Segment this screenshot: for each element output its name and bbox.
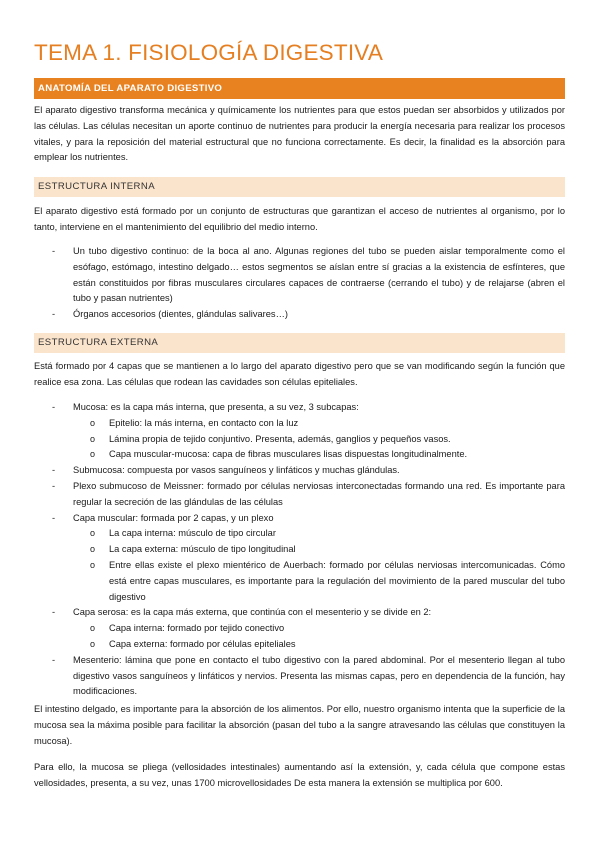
sub-item-text: La capa externa: músculo de tipo longitudinal bbox=[109, 544, 296, 555]
list-item bbox=[34, 653, 565, 700]
dash-bullet: - bbox=[52, 309, 56, 320]
sub-item-text: Epitelio: la más interna, en contacto con la luz bbox=[109, 417, 299, 428]
dash-bullet: - bbox=[52, 246, 56, 256]
list-item-text: Órganos accesorios (dientes, glándulas salivares…) bbox=[73, 309, 288, 320]
externa-paragraph: Está formado por 4 capas que se mantienen a lo largo del aparato digestivo pero que se van modificando según la función que realice esa zona. Las células que rodean las cavidades son células epiteliales. bbox=[34, 361, 565, 387]
sub-item-text: Capa interna: formado por tejido conectivo bbox=[109, 623, 285, 634]
interna-list bbox=[34, 244, 565, 323]
circle-bullet: o bbox=[90, 433, 96, 444]
sub-list-item bbox=[34, 526, 565, 542]
list-item-text: Capa muscular: formada por 2 capas, y un plexo bbox=[73, 512, 274, 523]
circle-bullet: o bbox=[90, 623, 96, 634]
list-item bbox=[34, 511, 565, 527]
dash-bullet: - bbox=[52, 512, 56, 523]
sub-item-text: Capa muscular-mucosa: capa de fibras musculares lisas dispuestas longitudinalmente. bbox=[109, 449, 468, 460]
dash-bullet: - bbox=[52, 607, 56, 618]
sub-item-text: Capa externa: formado por células epiteliales bbox=[109, 638, 296, 649]
document-title: TEMA 1. FISIOLOGÍA DIGESTIVA bbox=[34, 40, 384, 65]
circle-bullet: o bbox=[90, 449, 96, 460]
list-item-text: Submucosa: compuesta por vasos sanguíneos y linfáticos y muchas glándulas. bbox=[73, 465, 400, 476]
list-item-text: Un tubo digestivo continuo: de la boca al ano. Algunas regiones del tubo se pueden aislar temporalmente como el esófago, estómago, intestino delgado… estos segmentos se aíslan entre sí gracias a la existencia de esfínteres, que están constituidos por fibras musculares circulares capaces de contraerse (cerrando el tubo) y de relajarse (abren el tubo y pasan nutrientes) bbox=[73, 246, 565, 304]
dash-bullet: - bbox=[52, 465, 56, 476]
sub-list-item bbox=[34, 432, 565, 448]
intestino-paragraph: El intestino delgado, es importante para la absorción de los alimentos. Por ello, nuestro organismo intenta que la superficie de la mucosa sea la máxima posible para facilitar la absorción (pasan del tubo a la sangre atravesando las células que constituyen la mucosa). bbox=[34, 704, 565, 746]
externa-list bbox=[34, 400, 565, 700]
sub-item-text: Lámina propia de tejido conjuntivo. Presenta, además, ganglios y pequeños vasos. bbox=[109, 433, 451, 444]
list-item bbox=[34, 605, 565, 621]
dash-bullet: - bbox=[52, 480, 56, 491]
section-heading-interna: ESTRUCTURA INTERNA bbox=[34, 177, 565, 197]
circle-bullet: o bbox=[90, 417, 96, 428]
list-item-text: Mesenterio: lámina que pone en contacto el tubo digestivo con la pared abdominal. Por el mesenterio llegan al tubo digestivo vasos sanguíneos y linfáticos y nervios. Presenta las mismas capas, pero en dependencia de la función, hay modificaciones. bbox=[73, 654, 565, 697]
sub-list-item bbox=[34, 542, 565, 558]
sub-list-item bbox=[34, 558, 565, 605]
list-item-text: Plexo submucoso de Meissner: formado por células nerviosas interconectadas formando una red. Es importante para regular la secreción de las glándulas de las células bbox=[73, 480, 565, 507]
circle-bullet: o bbox=[90, 528, 96, 539]
mucosa-paragraph: Para ello, la mucosa se pliega (vellosidades intestinales) aumentando así la extensión, y, cada célula que compone estas vellosidades, presenta, a su vez, unas 1700 microvellosidades De esta manera la extensión se multiplica por 600. bbox=[34, 762, 565, 788]
list-item bbox=[34, 244, 565, 307]
list-item-text: Capa serosa: es la capa más externa, que continúa con el mesenterio y se divide en 2: bbox=[73, 607, 432, 618]
dash-bullet: - bbox=[52, 402, 56, 412]
list-item bbox=[34, 307, 565, 323]
circle-bullet: o bbox=[90, 544, 96, 555]
sub-item-text: La capa interna: músculo de tipo circular bbox=[109, 528, 276, 539]
sub-list-item bbox=[34, 621, 565, 637]
sub-list-item bbox=[34, 447, 565, 463]
list-item bbox=[34, 463, 565, 479]
list-item bbox=[34, 479, 565, 511]
sub-list-item bbox=[34, 416, 565, 432]
circle-bullet: o bbox=[90, 559, 96, 570]
sub-list-item bbox=[34, 637, 565, 653]
circle-bullet: o bbox=[90, 638, 96, 649]
section-heading-externa: ESTRUCTURA EXTERNA bbox=[34, 333, 565, 353]
list-item bbox=[34, 400, 565, 416]
anatomia-paragraph: El aparato digestivo transforma mecánica y químicamente los nutrientes para que estos puedan ser absorbidos y utilizados por las células. Las células necesitan un aporte continuo de nutrientes para producir la energía necesaria para realizar los procesos vitales, y para la reposición del material estructural que no funciona correctamente. Es decir, la finalidad es la absorción para emplear los nutrientes. bbox=[34, 105, 565, 163]
interna-paragraph: El aparato digestivo está formado por un conjunto de estructuras que garantizan el acceso de nutrientes al organismo, por lo tanto, interviene en el mantenimiento del equilibrio del medio interno. bbox=[34, 206, 565, 232]
dash-bullet: - bbox=[52, 654, 56, 665]
sub-item-text: Entre ellas existe el plexo mientérico de Auerbach: formado por células nerviosas intercomunicadas. Cómo está entre capas musculares, es importante para la regulación del movimiento de la pared muscular del tubo digestivo bbox=[109, 559, 565, 602]
section-heading-anatomia: ANATOMÍA DEL APARATO DIGESTIVO bbox=[34, 78, 565, 99]
list-item-text: Mucosa: es la capa más interna, que presenta, a su vez, 3 subcapas: bbox=[73, 402, 359, 412]
